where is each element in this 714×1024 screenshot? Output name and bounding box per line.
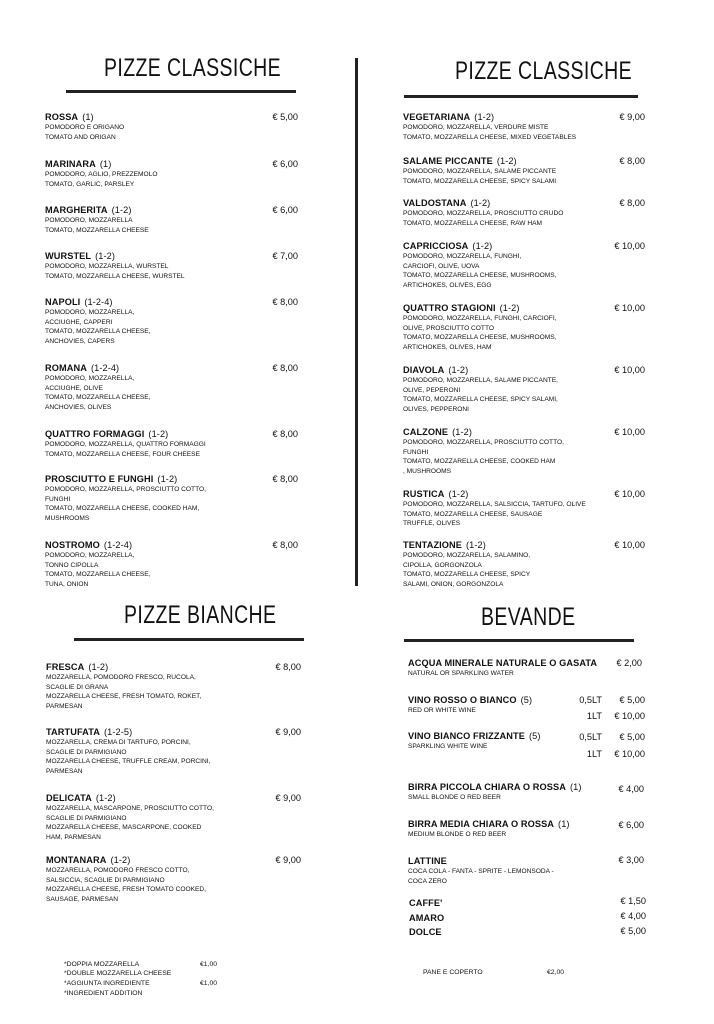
right-classic-item-name: VEGETARIANA [403, 112, 471, 122]
bianche-item-desc: HAM, PARMESAN [46, 833, 101, 841]
right-classic-item-price: € 10,00 [614, 427, 645, 437]
footer-extra2: *DOUBLE MOZZARELLA CHEESE [64, 970, 172, 977]
left-classic-item-desc: TOMATO, MOZZARELLA CHEESE [45, 226, 149, 234]
bevande-title-rule [404, 639, 634, 642]
right-classic-item-desc: POMODORO, MOZZARELLA, PROSCIUTTO COTTO, [403, 439, 564, 446]
bianche-item-name: FRESCA [46, 662, 85, 672]
left-classic-item-allergens: (1) [99, 159, 112, 169]
right-classic-item-desc: SALAMI, ONION, GORGONZOLA [403, 580, 504, 588]
right-classic-item-desc: TOMATO, MOZZARELLA CHEESE, SPICY SALAMI [403, 177, 557, 185]
right-classic-item-name: QUATTRO STAGIONI [403, 303, 496, 313]
left-classic-item [45, 297, 151, 346]
left-classic-item-price: € 8,00 [272, 363, 298, 373]
left-classic-item-allergens: (1-2) [157, 474, 178, 484]
right-classic-item-allergens: (1-2) [466, 540, 486, 550]
footer-extra1-price: €1,00 [200, 961, 218, 968]
left-classic-item-desc: POMODORO, MOZZARELLA, [45, 375, 135, 382]
left-classic-item-price: € 5,00 [272, 112, 298, 122]
right-classic-item-desc: TOMATO, MOZZARELLA CHEESE, SPICY [403, 571, 531, 579]
right-classic-item [403, 112, 576, 142]
bianche-title: PIZZE BIANCHE [124, 601, 277, 629]
left-classic-item-desc: TOMATO, MOZZARELLA CHEESE, [45, 571, 151, 579]
bianche-item-desc: MOZZARELLA, POMODORO FRESCO, RUCOLA, [46, 674, 196, 681]
footer-extra4: *INGREDIENT ADDITION [64, 990, 143, 997]
left-classic-item-price: € 7,00 [272, 251, 298, 261]
footer-extra3-price: €1,00 [200, 980, 218, 987]
right-classic-item-name: TENTAZIONE [403, 540, 463, 550]
left-classic-item-desc: POMODORO, MOZZARELLA, QUATTRO FORMAGGI [45, 441, 206, 448]
left-classic-item [45, 429, 206, 459]
right-classic-item-name: SALAME PICCANTE [403, 156, 493, 166]
right-classic-item-desc: , MUSHROOMS [403, 467, 451, 475]
left-classic-item-desc: ACCIUGHE, CAPPERI [45, 318, 113, 326]
bev-frizzante-size2: 1LT [586, 749, 602, 759]
bianche-item-desc: MOZZARELLA, POMODORO FRESCO COTTO, [46, 867, 190, 874]
bianche-item-price: € 9,00 [275, 727, 301, 737]
left-title-rule [66, 90, 296, 93]
right-classic-item [403, 241, 557, 290]
bianche-item-allergens: (1-2) [110, 855, 131, 865]
right-classic-item [403, 427, 564, 476]
bev-caffe: CAFFE' [409, 898, 443, 908]
footer-extra1: *DOPPIA MOZZARELLA [64, 961, 140, 968]
left-classic-item [45, 112, 124, 142]
right-classic-item-price: € 10,00 [614, 489, 645, 499]
left-classic-item-desc: TOMATO, MOZZARELLA CHEESE, COOKED HAM, [45, 505, 200, 513]
left-classic-item-desc: POMODORO E ORIGANO [45, 124, 125, 131]
left-classic-item-allergens: (1) [82, 112, 94, 122]
right-classic-item-desc: OLIVE, PEPERONI [403, 386, 461, 394]
right-classic-item [403, 540, 530, 589]
left-classic-item-price: € 8,00 [272, 429, 298, 439]
bev-acqua: ACQUA MINERALE NATURALE O GASATA NATURAL OR SPARKLING WATER [408, 658, 598, 677]
left-classic-item-allergens: (1-2) [111, 205, 132, 215]
bev-birra-piccola-price: € 4,00 [618, 784, 644, 794]
right-classic-item-allergens: (1-2) [448, 489, 469, 499]
left-classic-item [45, 540, 151, 589]
right-classic-item-allergens: (1-2) [496, 156, 517, 166]
bianche-item-desc: SCAGLIE DI GRANA [46, 683, 109, 691]
bianche-item-name: DELICATA [46, 793, 92, 803]
bev-dolce-price: € 5,00 [620, 926, 646, 936]
right-classic-item-allergens: (1-2) [470, 198, 491, 208]
left-classic-item-desc: POMODORO, MOZZARELLA [45, 217, 133, 224]
left-classic-item-desc: TUNA, ONION [45, 580, 89, 588]
bianche-item-price: € 9,00 [275, 793, 301, 803]
left-classic-item-allergens: (1-2-4) [103, 540, 133, 550]
bianche-item [46, 727, 210, 776]
bev-frizzante-price2: € 10,00 [614, 749, 645, 759]
bianche-item-desc: MOZZARELLA CHEESE, FRESH TOMATO COOKED, [46, 886, 206, 894]
right-classic-item-desc: OLIVE, PROSCIUTTO COTTO [403, 324, 494, 332]
left-classic-item-desc: POMODORO, MOZZARELLA, PROSCIUTTO COTTO, [45, 486, 206, 493]
bianche-item [46, 855, 206, 904]
left-classic-item-name: ROMANA [45, 363, 87, 373]
right-classic-item-desc: POMODORO, MOZZARELLA, SALAME PICCANTE, [403, 377, 558, 384]
right-classic-item-name: DIAVOLA [403, 365, 445, 375]
bev-vino-price2: € 10,00 [614, 711, 645, 721]
right-classic-item-desc: TOMATO, MOZZARELLA CHEESE, MUSHROOMS, [403, 272, 557, 280]
bev-vino-price1: € 5,00 [619, 695, 645, 705]
right-classic-item-desc: POMODORO, MOZZARELLA, PROSCIUTTO CRUDO [403, 210, 564, 217]
right-classic-item-price: € 10,00 [614, 303, 645, 313]
right-classic-item-desc: TOMATO, MOZZARELLA CHEESE, SPICY SALAMI, [403, 396, 558, 404]
right-classic-item-price: € 10,00 [614, 365, 645, 375]
right-section-title: PIZZE CLASSICHE [455, 57, 633, 85]
right-classic-item-price: € 10,00 [614, 241, 645, 251]
bev-frizzante-price1: € 5,00 [619, 732, 645, 742]
bianche-item-desc: SCAGLIE DI PARMIGIANO [46, 748, 127, 756]
left-classic-item-desc: TOMATO, MOZZARELLA CHEESE, [45, 328, 151, 336]
left-classic-item-name: PROSCIUTTO E FUNGHI [45, 474, 154, 484]
bev-vino-size1: 0,5LT [579, 695, 602, 705]
bianche-item [46, 662, 201, 711]
right-classic-item-desc: TOMATO, MOZZARELLA CHEESE, MIXED VEGETABLES [403, 133, 577, 141]
right-classic-item-desc: CIPOLLA, GORGONZOLA [403, 561, 482, 569]
right-classic-item-desc: ARTICHOKES, OLIVES, EGG [403, 281, 492, 289]
bianche-item-price: € 9,00 [275, 855, 301, 865]
left-classic-item-desc: POMODORO, AGLIO, PREZZEMOLO [45, 171, 158, 178]
right-classic-item-name: VALDOSTANA [403, 198, 467, 208]
bianche-item-desc: MOZZARELLA, CREMA DI TARTUFO, PORCINI, [46, 739, 191, 746]
right-title-rule [404, 95, 638, 98]
footer-coperto-price: €2,00 [547, 969, 565, 976]
right-classic-item-desc: TOMATO, MOZZARELLA CHEESE, RAW HAM [403, 219, 542, 227]
bev-acqua-price: € 2,00 [616, 658, 642, 668]
bev-frizzante-size1: 0,5LT [579, 732, 602, 742]
right-classic-item-price: € 9,00 [619, 112, 645, 122]
right-classic-item-desc: TOMATO, MOZZARELLA CHEESE, COOKED HAM [403, 458, 556, 466]
right-classic-item-desc: TOMATO, MOZZARELLA CHEESE, SAUSAGE [403, 510, 543, 518]
left-classic-item-desc: TOMATO, MOZZARELLA CHEESE, WURSTEL [45, 272, 185, 280]
left-classic-item [45, 159, 157, 189]
bevande-title: BEVANDE [481, 603, 576, 631]
bianche-item-desc: MOZZARELLA CHEESE, MASCARPONE, COOKED [46, 824, 202, 832]
left-classic-item-desc: TOMATO, MOZZARELLA CHEESE, FOUR CHEESE [45, 450, 200, 458]
bev-amaro-price: € 4,00 [620, 911, 646, 921]
left-classic-item-name: NAPOLI [45, 297, 81, 307]
bev-lattine-price: € 3,00 [618, 855, 644, 865]
bianche-item-desc: SAUSAGE, PARMESAN [46, 895, 119, 903]
left-classic-item-name: MARGHERITA [45, 205, 108, 215]
left-classic-item-desc: POMODORO, MOZZARELLA, [45, 309, 135, 316]
right-classic-item-desc: ARTICHOKES, OLIVES, HAM [403, 343, 492, 351]
left-classic-item-name: MARINARA [45, 159, 96, 169]
right-classic-item-desc: POMODORO, MOZZARELLA, SALAMINO, [403, 552, 531, 559]
left-section-title: PIZZE CLASSICHE [104, 54, 282, 82]
bev-amaro: AMARO [409, 913, 445, 923]
bev-lattine: LATTINE COCA COLA - FANTA - SPRITE - LEMONSODA - COCA ZERO [408, 856, 554, 885]
left-classic-item-name: ROSSA [45, 112, 79, 122]
bianche-item-desc: PARMESAN [46, 702, 83, 710]
left-classic-item-allergens: (1-2-4) [90, 363, 120, 373]
left-classic-item [45, 205, 149, 235]
right-classic-item [403, 489, 586, 529]
right-classic-item-desc: TRUFFLE, OLIVES [403, 520, 461, 528]
left-classic-item-name: QUATTRO FORMAGGI [45, 429, 145, 439]
bianche-item-desc: PARMESAN [46, 767, 83, 775]
right-classic-item [403, 156, 556, 186]
bev-dolce: DOLCE [409, 927, 442, 937]
right-classic-item-desc: POMODORO, MOZZARELLA, FUNGHI, [403, 253, 522, 260]
right-classic-item-allergens: (1-2) [499, 303, 520, 313]
right-classic-item-desc: FUNGHI [403, 448, 429, 456]
bianche-item-allergens: (1-2-5) [103, 727, 133, 737]
right-classic-item-price: € 10,00 [614, 540, 645, 550]
bianche-item-name: TARTUFATA [46, 727, 100, 737]
footer-extra3: *AGGIUNTA INGREDIENTE [64, 980, 150, 987]
left-classic-item-desc: ACCIUGHE, OLIVE [45, 384, 103, 392]
left-classic-item-desc: TONNO CIPOLLA [45, 561, 99, 569]
bev-vino-size2: 1LT [586, 711, 602, 721]
bianche-item-desc: SCAGLIE DI PARMIGIANO [46, 814, 127, 822]
left-classic-item [45, 363, 151, 412]
bianche-item-desc: SALSICCIA, SCAGLIE DI PARMIGIANO [46, 876, 165, 884]
right-classic-item-desc: TOMATO, MOZZARELLA CHEESE, MUSHROOMS, [403, 334, 557, 342]
right-classic-item-desc: POMODORO, MOZZARELLA, SALSICCIA, TARTUFO, OLIVE [403, 501, 586, 508]
left-classic-item-allergens: (1-2-4) [84, 297, 113, 307]
right-classic-item-name: CALZONE [403, 427, 449, 437]
bev-caffe-price: € 1,50 [620, 896, 646, 906]
left-classic-item-name: NOSTROMO [45, 540, 100, 550]
bev-frizzante: VINO BIANCO FRIZZANTE (5) SPARKLING WHITE WINE [408, 731, 541, 750]
right-classic-item-price: € 8,00 [619, 156, 645, 166]
left-classic-item-desc: POMODORO, MOZZARELLA, [45, 552, 135, 559]
right-classic-item-allergens: (1-2) [474, 112, 495, 122]
left-classic-item-name: WURSTEL [45, 251, 92, 261]
left-classic-item-price: € 8,00 [272, 474, 298, 484]
bianche-item [46, 793, 214, 842]
bianche-item-allergens: (1-2) [88, 662, 109, 672]
column-divider [355, 58, 358, 586]
left-classic-item-desc: FUNGHI [45, 495, 71, 503]
left-classic-item-allergens: (1-2) [148, 429, 169, 439]
left-classic-item-desc: TOMATO AND ORIGAN [45, 133, 116, 141]
right-classic-item [403, 198, 563, 228]
left-classic-item-price: € 6,00 [272, 159, 298, 169]
bianche-item-price: € 8,00 [275, 662, 301, 672]
right-classic-item-allergens: (1-2) [448, 365, 469, 375]
left-classic-item-desc: TOMATO, GARLIC, PARSLEY [45, 180, 135, 188]
bev-birra-media: BIRRA MEDIA CHIARA O ROSSA (1) MEDIUM BLONDE O RED BEER [408, 819, 570, 838]
right-classic-item-desc: POMODORO, MOZZARELLA, SALAME PICCANTE [403, 168, 557, 175]
left-classic-item-desc: ANCHOVIES, CAPERS [45, 337, 115, 345]
bianche-item-name: MONTANARA [46, 855, 107, 865]
right-classic-item-desc: CARCIOFI, OLIVE, UOVA [403, 262, 480, 270]
left-classic-item [45, 474, 206, 523]
right-classic-item-name: CAPRICCIOSA [403, 241, 469, 251]
left-classic-item-price: € 8,00 [272, 540, 298, 550]
right-classic-item-price: € 8,00 [619, 198, 645, 208]
right-classic-item-desc: POMODORO, MOZZARELLA, FUNGHI, CARCIOFI, [403, 315, 557, 322]
right-classic-item-allergens: (1-2) [452, 427, 473, 437]
right-classic-item-allergens: (1-2) [472, 241, 493, 251]
right-classic-item [403, 303, 557, 352]
bev-birra-media-price: € 6,00 [618, 820, 644, 830]
bianche-item-allergens: (1-2) [95, 793, 116, 803]
right-classic-item-desc: OLIVES, PEPPERONI [403, 405, 469, 413]
left-classic-item [45, 251, 185, 281]
bianche-item-desc: MOZZARELLA, MASCARPONE, PROSCIUTTO COTTO, [46, 805, 214, 812]
right-classic-item-name: RUSTICA [403, 489, 445, 499]
left-classic-item-price: € 6,00 [272, 205, 298, 215]
left-classic-item-desc: POMODORO, MOZZARELLA, WURSTEL [45, 263, 169, 270]
bianche-title-rule [74, 638, 304, 641]
right-classic-item [403, 365, 558, 414]
left-classic-item-desc: TOMATO, MOZZARELLA CHEESE, [45, 394, 151, 402]
right-classic-item-desc: POMODORO, MOZZARELLA, VERDURE MISTE [403, 124, 549, 131]
left-classic-item-allergens: (1-2) [95, 251, 116, 261]
left-classic-item-desc: MUSHROOMS [45, 514, 90, 522]
left-classic-item-desc: ANCHOVIES, OLIVES [45, 403, 112, 411]
bianche-item-desc: MOZZARELLA CHEESE, FRESH TOMATO, ROKET, [46, 693, 202, 701]
bev-vino: VINO ROSSO O BIANCO (5) RED OR WHITE WINE [408, 695, 533, 714]
left-classic-item-price: € 8,00 [272, 297, 298, 307]
bev-birra-piccola: BIRRA PICCOLA CHIARA O ROSSA (1) SMALL BLONDE O RED BEER [408, 782, 582, 801]
footer-coperto: PANE E COPERTO [423, 969, 483, 976]
bianche-item-desc: MOZZARELLA CHEESE, TRUFFLE CREAM, PORCINI, [46, 758, 211, 766]
